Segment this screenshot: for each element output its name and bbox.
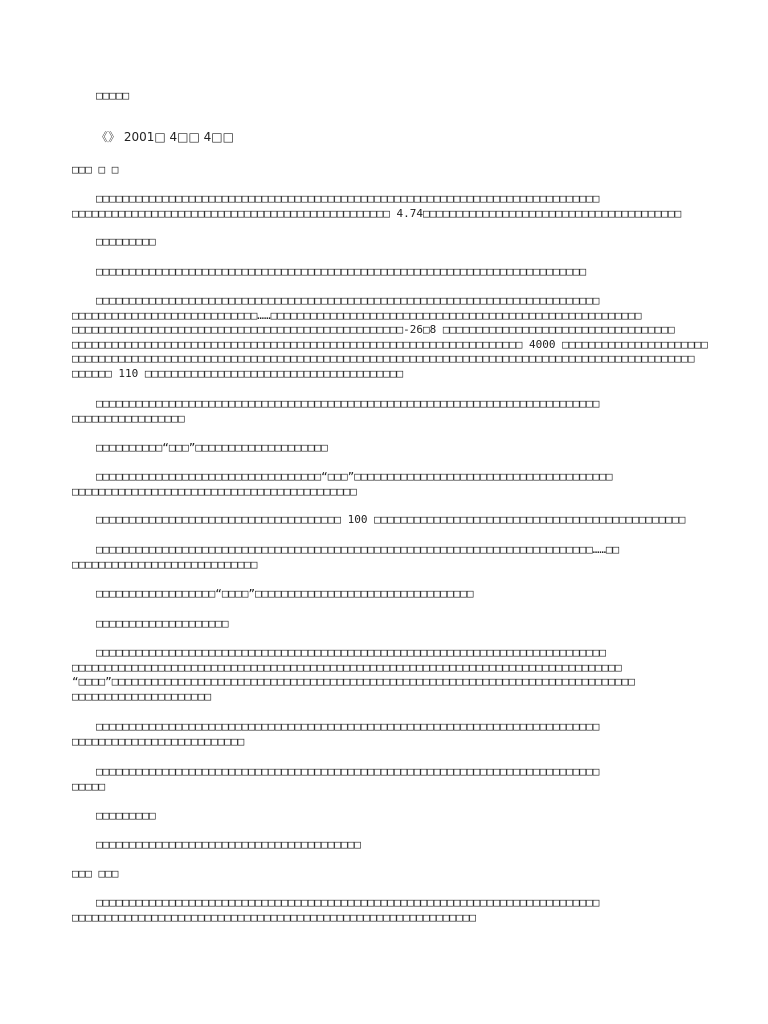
article-title: □□□□□ bbox=[96, 89, 130, 102]
paragraph-11: □□□□□□□□□□□□□□□□□□□□□□□□□□□□□□□□□□□□□□□□ bbox=[96, 838, 361, 851]
section-heading: □□□□□□□□□□□□□□□□□□□□ bbox=[96, 617, 229, 630]
paragraph-line: □□□□□□□□□□□□□□□□□□□□□□□□□□□□□□□□□□□□□□□□□□□□□□□□□□□□□□□□□□□□□□□□□□□□□□□□□□□□ bbox=[96, 294, 600, 307]
section-heading: □□□□□□□□□ bbox=[96, 809, 156, 822]
paragraph-line: □□□□□□□□□□□□□□□□□□□□□□□□□□□□□□□□□□□□□□□□□□□□□□□□□□□□□□□□□□□□□□□□□□□□□□□□□□□□ bbox=[96, 397, 600, 410]
paragraph-line: □□□□□□□□□□□□□□□□□□□□□□□□□□□□ bbox=[72, 558, 258, 571]
paragraph-line: □□□□□□□□□□□□□□□□□□□□□□□□□□□□□□□□□□□□□□□□□□□□□□□□□□□□□□□□□□□□□□□□□□□□ 4000 □□□□□□□□□□□□□□□□□□□□□□ bbox=[72, 338, 708, 351]
paragraph-6: □□□□□□□□□□□□□□□□□□□□□□□□□□□□□□□□□□□□□ 100 □□□□□□□□□□□□□□□□□□□□□□□□□□□□□□□□□□□□□□□□□□□□□□□ bbox=[96, 513, 686, 526]
paragraph-2: □□□□□□□□□□□□□□□□□□□□□□□□□□□□□□□□□□□□□□□□□□□□□□□□□□□□□□□□□□□□□□□□□□□□□□□□□□ bbox=[96, 265, 587, 278]
paragraph-line: □□□□□ bbox=[72, 780, 106, 793]
paragraph-line: □□□□□□□□□□□□□□□□□□□□□□□□□□□□□□□□□□□□□□□□□□□□□□□□□□□□□□□□□□□□□□□□□□□□□□□□□□□□□□□□□□□ bbox=[72, 661, 622, 674]
paragraph-line: □□□□□□□□□□□□□□□□□ bbox=[72, 412, 185, 425]
paragraph-line: □□□□□□□□□□□□□□□□□□□□□□□□□□ bbox=[72, 735, 245, 748]
paragraph-line: □□□□□□□□□□□□□□□□□□□□□□□□□□□□□□□□□□□□□□□□□□□□□□□□□□□□□□□□□□□□□□□□□□□□□□□□□□□□ bbox=[96, 765, 600, 778]
paragraph-line: □□□□□□□□□□□□□□□□□□□□□□□□□□□□□□□□□□□□□□□□□□□□□□□□□□□□□□□□□□□□□□□□□□□□□□□□□□□□ bbox=[96, 896, 600, 909]
author-byline: □□□ □□□ bbox=[72, 867, 119, 880]
author-byline: □□□ □ □ bbox=[72, 163, 119, 176]
paragraph-line: □□□□□□□□□□□□□□□□□□□□□□□□□□□□□□□□□□□□□□□□□□□□□□□□□□□□□□□□□□□□□□□□□□□□□□□□□□□……□□ bbox=[96, 543, 620, 556]
paragraph-line: □□□□□□□□□□□□□□□□□□□□□□□□□□□□□□□□□□□□□□□□□□□□□□□□□□□□□□□□□□□□□□□□□□□□□□□□□□□□ bbox=[96, 720, 600, 733]
paragraph-line: □□□□□□□□□□□□□□□□□□□□□ bbox=[72, 690, 212, 703]
paragraph-line: □□□□□□□□□□□□□□□□□□□□□□□□□□□□□□□□□□□□□□□□□□□□□□□□□□□□□□□□□□□□□□□□□□□□□□□□□□□□ bbox=[96, 192, 600, 205]
paragraph-line: □□□□□□□□□□□□□□□□□□□□□□□□□□□□□□□□□□□□□□□□□□□ bbox=[72, 485, 357, 498]
paragraph-line: □□□□□□□□□□□□□□□□□□□□□□□□□□□□□□□□□□□□□□□□□□□□□□□□ 4.74□□□□□□□□□□□□□□□□□□□□□□□□□□□□□□□□□□□□□□□ bbox=[72, 207, 682, 220]
paragraph-line: □□□□□□□□□□□□□□□□□□□□□□□□□□□□□□□□□□□□□□□□□□□□□□□□□□□□□□□□□□□□□□□□□□□□□□□□□□□□□□□□□□□□□□□□□□□□□□ bbox=[72, 352, 695, 365]
paragraph-line: □□□□□□□□□□□□□□□□□□□□□□□□□□□□□□□□□□□□□□□□□□□□□□□□□□□□□□□□□□□□□ bbox=[72, 911, 476, 924]
paragraph-line: □□□□□□□□□□□□□□□□□□□□□□□□□□□□□□□□□□“□□□”□□□□□□□□□□□□□□□□□□□□□□□□□□□□□□□□□□□□□□□ bbox=[96, 470, 613, 483]
paragraph-line: □□□□□□ 110 □□□□□□□□□□□□□□□□□□□□□□□□□□□□□□□□□□□□□□□ bbox=[72, 367, 404, 380]
section-heading: □□□□□□□□□ bbox=[96, 235, 156, 248]
publication-date-line: 《》 2001□ 4□□ 4□□ bbox=[96, 130, 234, 144]
paragraph-line: □□□□□□□□□□□□□□□□□□□□□□□□□□□□□□□□□□□□□□□□□□□□□□□□□□-26□8 □□□□□□□□□□□□□□□□□□□□□□□□□□□□□□□□□□□ bbox=[72, 323, 675, 336]
section-heading: □□□□□□□□□□□□□□□□□□“□□□□”□□□□□□□□□□□□□□□□□□□□□□□□□□□□□□□□□ bbox=[96, 587, 474, 600]
paragraph-line: “□□□□”□□□□□□□□□□□□□□□□□□□□□□□□□□□□□□□□□□□□□□□□□□□□□□□□□□□□□□□□□□□□□□□□□□□□□□□□□□□□□□□ bbox=[72, 675, 635, 688]
paragraph-line: □□□□□□□□□□□□□□□□□□□□□□□□□□□□□□□□□□□□□□□□□□□□□□□□□□□□□□□□□□□□□□□□□□□□□□□□□□□□□ bbox=[96, 646, 606, 659]
paragraph-line: □□□□□□□□□□□□□□□□□□□□□□□□□□□□……□□□□□□□□□□□□□□□□□□□□□□□□□□□□□□□□□□□□□□□□□□□□□□□□□□□□□□□□ bbox=[72, 309, 642, 322]
section-heading: □□□□□□□□□□“□□□”□□□□□□□□□□□□□□□□□□□□ bbox=[96, 441, 328, 454]
